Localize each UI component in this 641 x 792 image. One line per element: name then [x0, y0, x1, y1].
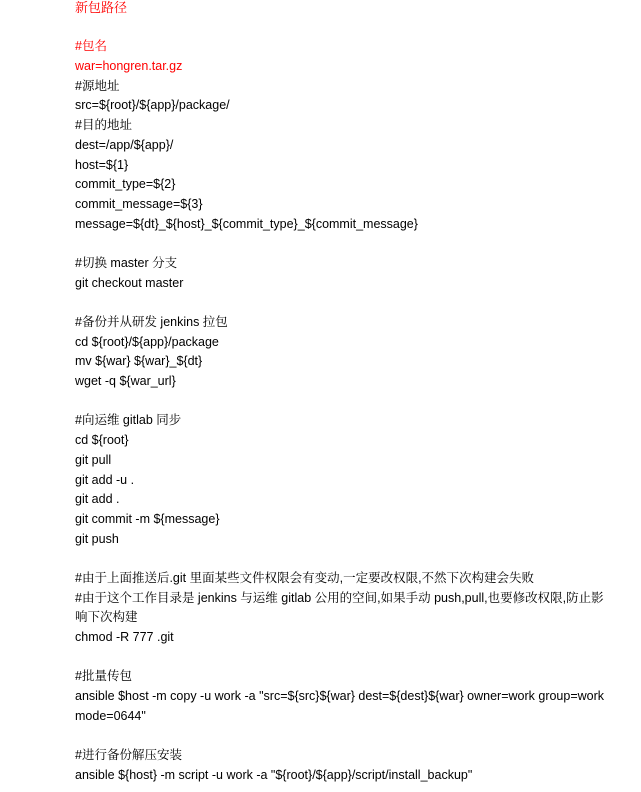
script-lines	[75, 18, 615, 786]
code-line: src=${root}/${app}/package/	[75, 98, 230, 113]
code-line: dest=/app/${app}/	[75, 137, 174, 152]
code-line: git commit -m ${message}	[75, 511, 220, 526]
code-line: git add -u .	[75, 472, 135, 487]
code-line: message=${dt}_${host}_${commit_type}_${commit_message}	[75, 216, 418, 231]
comment-line: #由于这个工作目录是 jenkins 与运维 gitlab 公用的空间,如果手动 push,pull,也要修改权限,防止影响下次构建	[75, 590, 604, 625]
blank-line	[75, 293, 615, 313]
code-line: host=${1}	[75, 157, 129, 172]
comment-line: #源地址	[75, 78, 120, 93]
code-line: ansible $host -m copy -u work -a "src=${src}${war} dest=${dest}${war} owner=work group=work mode=0644"	[75, 689, 605, 723]
blank-line	[75, 234, 615, 254]
comment-line: #目的地址	[75, 118, 132, 133]
comment-line: #进行备份解压安装	[75, 748, 182, 763]
code-line: ansible ${host} -m script -u work -a "${root}/${app}/script/install_backup"	[75, 767, 473, 782]
code-line: war=hongren.tar.gz	[75, 59, 183, 74]
code-line: git push	[75, 531, 119, 546]
code-line: commit_message=${3}	[75, 196, 203, 211]
code-line: git checkout master	[75, 275, 184, 290]
comment-line: #备份并从研发 jenkins 拉包	[75, 315, 228, 329]
blank-line	[75, 727, 615, 747]
code-line: wget -q ${war_url}	[75, 374, 176, 389]
blank-line	[75, 392, 615, 412]
comment-line: #切换 master 分支	[75, 255, 178, 270]
code-line: git add .	[75, 492, 120, 507]
document-body	[75, 0, 615, 786]
code-line: git pull	[75, 452, 112, 467]
comment-line: #由于上面推送后.git 里面某些文件权限会有变动,一定要改权限,不然下次构建会失败	[75, 570, 535, 585]
blank-line	[75, 18, 615, 38]
code-line: mv ${war} ${war}_${dt}	[75, 354, 203, 369]
code-line: commit_type=${2}	[75, 177, 176, 192]
document-title: 新包路径	[75, 0, 128, 15]
comment-line: #批量传包	[75, 669, 132, 684]
code-line: cd ${root}/${app}/package	[75, 334, 219, 349]
blank-line	[75, 549, 615, 569]
comment-line: #包名	[75, 39, 107, 54]
comment-line: #向运维 gitlab 同步	[75, 413, 182, 428]
code-line: cd ${root}	[75, 433, 129, 448]
blank-line	[75, 648, 615, 668]
code-line: chmod -R 777 .git	[75, 630, 174, 645]
